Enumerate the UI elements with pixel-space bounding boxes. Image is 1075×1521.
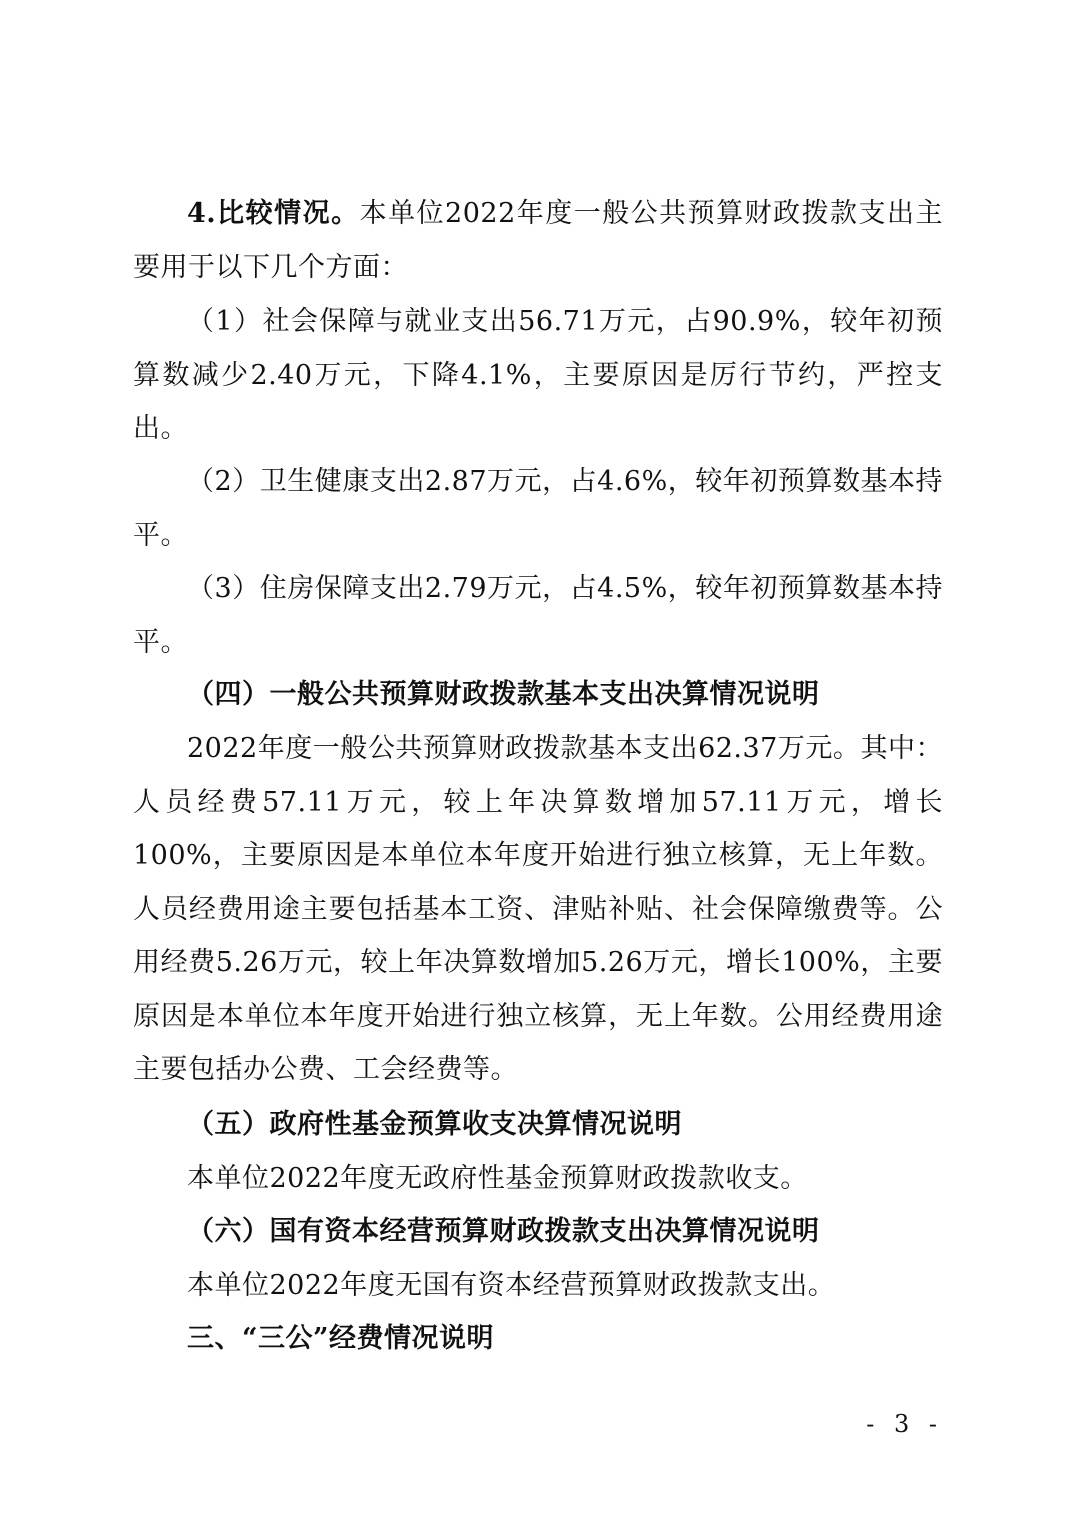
paragraph-health: （2）卫生健康支出2.87万元，占4.6%，较年初预算数基本持平。 bbox=[133, 466, 943, 551]
paragraph-social-security: （1）社会保障与就业支出56.71万元，占90.9%，较年初预算数减少2.40万元，下降4.1%，主要原因是厉行节约，严控支出。 bbox=[133, 306, 943, 444]
section-heading-4: （四）一般公共预算财政拨款基本支出决算情况说明 bbox=[187, 679, 820, 710]
paragraph-comparison bbox=[133, 187, 943, 294]
paragraph-state-capital: 本单位2022年度无国有资本经营预算财政拨款支出。 bbox=[187, 1270, 836, 1301]
comparison-heading: 4.比较情况。 bbox=[187, 198, 360, 229]
section-heading-6: （六）国有资本经营预算财政拨款支出决算情况说明 bbox=[187, 1216, 820, 1247]
paragraph-basic-expenditure: 2022年度一般公共预算财政拨款基本支出62.37万元。其中：人员经费57.11万元，较上年决算数增加57.11万元，增长100%，主要原因是本单位本年度开始进行独立核算，无上年数。人员经费用途主要包括基本工资、津贴补贴、社会保障缴费等。公用经费5.26万元，较上年决算数增加5.26万元，增长100%，主要原因是本单位本年度开始进行独立核算，无上年数。公用经费用途主要包括办公费、工会经费等。 bbox=[133, 733, 943, 1085]
section-heading-5: （五）政府性基金预算收支决算情况说明 bbox=[187, 1109, 682, 1140]
comparison-text: 本单位2022年度一般公共预算财政拨款支出主要用于以下几个方面： bbox=[133, 198, 944, 283]
paragraph-housing: （3）住房保障支出2.79万元，占4.5%，较年初预算数基本持平。 bbox=[133, 573, 943, 658]
section-heading-three-public: 三、“三公”经费情况说明 bbox=[187, 1323, 495, 1354]
paragraph-government-fund: 本单位2022年度无政府性基金预算财政拨款收支。 bbox=[187, 1163, 808, 1194]
page-number: - 3 - bbox=[866, 1410, 943, 1438]
